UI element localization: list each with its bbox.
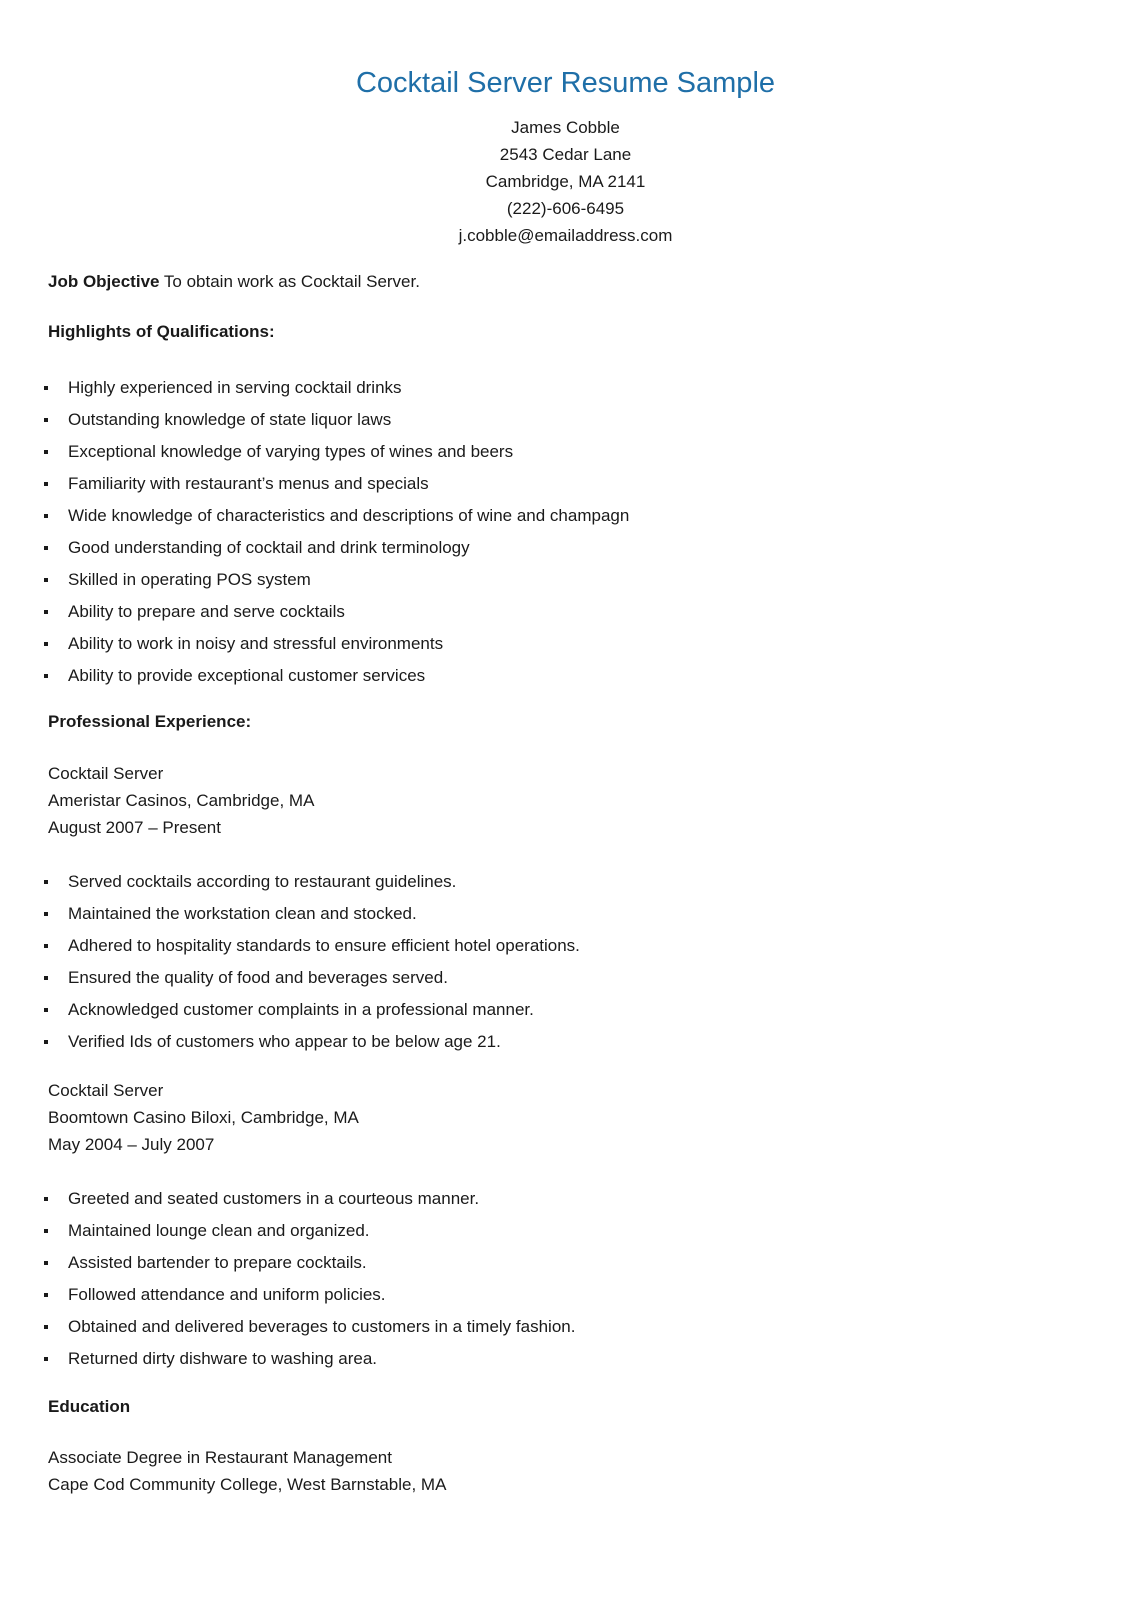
contact-block	[0, 114, 1131, 249]
job-title: Cocktail Server	[48, 764, 164, 783]
bullet-icon	[44, 1357, 48, 1361]
bullet-icon	[44, 450, 48, 454]
list-item	[48, 473, 629, 505]
job-dates: May 2004 – July 2007	[48, 1135, 215, 1154]
contact-email: j.cobble@emailaddress.com	[458, 226, 673, 245]
list-item	[48, 871, 580, 903]
job-objective-label: Job Objective	[48, 272, 160, 291]
education-block	[48, 1444, 446, 1498]
page-title: Cocktail Server Resume Sample	[355, 67, 776, 99]
highlight-text: Wide knowledge of characteristics and descriptions of wine and champagn	[68, 506, 630, 525]
bullet-icon	[44, 880, 48, 884]
bullet-icon	[44, 482, 48, 486]
job-objective	[48, 271, 420, 293]
contact-name: James Cobble	[511, 118, 620, 137]
highlight-text: Skilled in operating POS system	[68, 570, 311, 589]
job-dates: August 2007 – Present	[48, 818, 221, 837]
list-item	[48, 633, 629, 665]
duty-text: Greeted and seated customers in a courteous manner.	[68, 1189, 480, 1208]
duty-text: Ensured the quality of food and beverages served.	[68, 968, 448, 987]
list-item	[48, 665, 629, 697]
list-item	[48, 409, 629, 441]
experience-heading: Professional Experience:	[48, 712, 252, 731]
list-item	[48, 1252, 575, 1284]
list-item	[48, 601, 629, 633]
bullet-icon	[44, 578, 48, 582]
bullet-icon	[44, 1197, 48, 1201]
bullet-icon	[44, 514, 48, 518]
contact-city: Cambridge, MA 2141	[485, 172, 646, 191]
job-2-header	[48, 1077, 359, 1158]
job-1-header	[48, 760, 314, 841]
bullet-icon	[44, 1008, 48, 1012]
duty-text: Assisted bartender to prepare cocktails.	[68, 1253, 367, 1272]
education-school: Cape Cod Community College, West Barnstable, MA	[48, 1475, 447, 1494]
duty-text: Returned dirty dishware to washing area.	[68, 1349, 377, 1368]
duty-text: Adhered to hospitality standards to ensure efficient hotel operations.	[68, 936, 580, 955]
duty-text: Verified Ids of customers who appear to be below age 21.	[68, 1032, 501, 1051]
bullet-icon	[44, 1040, 48, 1044]
list-item	[48, 1348, 575, 1380]
bullet-icon	[44, 912, 48, 916]
job-company: Ameristar Casinos, Cambridge, MA	[48, 791, 315, 810]
list-item	[48, 377, 629, 409]
bullet-icon	[44, 642, 48, 646]
bullet-icon	[44, 1293, 48, 1297]
bullet-icon	[44, 1325, 48, 1329]
job-company: Boomtown Casino Biloxi, Cambridge, MA	[48, 1108, 359, 1127]
highlight-text: Ability to work in noisy and stressful environments	[68, 634, 444, 653]
list-item	[48, 505, 629, 537]
bullet-icon	[44, 1229, 48, 1233]
list-item	[48, 1316, 575, 1348]
list-item	[48, 903, 580, 935]
duty-text: Maintained lounge clean and organized.	[68, 1221, 370, 1240]
highlight-text: Familiarity with restaurant’s menus and specials	[68, 474, 429, 493]
bullet-icon	[44, 674, 48, 678]
duty-text: Acknowledged customer complaints in a professional manner.	[68, 1000, 534, 1019]
highlight-text: Good understanding of cocktail and drink terminology	[68, 538, 470, 557]
highlights-heading: Highlights of Qualifications:	[48, 322, 275, 341]
list-item	[48, 1188, 575, 1220]
highlights-list	[48, 377, 629, 697]
education-degree: Associate Degree in Restaurant Management	[48, 1448, 392, 1467]
highlight-text: Highly experienced in serving cocktail drinks	[68, 378, 402, 397]
list-item	[48, 967, 580, 999]
highlight-text: Exceptional knowledge of varying types of wines and beers	[68, 442, 514, 461]
bullet-icon	[44, 546, 48, 550]
bullet-icon	[44, 418, 48, 422]
list-item	[48, 537, 629, 569]
duty-text: Maintained the workstation clean and stocked.	[68, 904, 417, 923]
job-1-duties	[48, 871, 580, 1063]
list-item	[48, 1220, 575, 1252]
highlight-text: Outstanding knowledge of state liquor laws	[68, 410, 392, 429]
bullet-icon	[44, 386, 48, 390]
duty-text: Followed attendance and uniform policies.	[68, 1285, 386, 1304]
bullet-icon	[44, 610, 48, 614]
bullet-icon	[44, 976, 48, 980]
list-item	[48, 569, 629, 601]
highlight-text: Ability to prepare and serve cocktails	[68, 602, 345, 621]
education-heading: Education	[48, 1397, 131, 1416]
job-title: Cocktail Server	[48, 1081, 164, 1100]
job-objective-text: To obtain work as Cocktail Server.	[159, 272, 420, 291]
list-item	[48, 1031, 580, 1063]
job-2-duties	[48, 1188, 575, 1380]
highlight-text: Ability to provide exceptional customer services	[68, 666, 426, 685]
bullet-icon	[44, 944, 48, 948]
contact-phone: (222)-606-6495	[506, 199, 625, 218]
list-item	[48, 441, 629, 473]
duty-text: Served cocktails according to restaurant guidelines.	[68, 872, 457, 891]
list-item	[48, 1284, 575, 1316]
contact-street: 2543 Cedar Lane	[499, 145, 632, 164]
duty-text: Obtained and delivered beverages to customers in a timely fashion.	[68, 1317, 576, 1336]
list-item	[48, 999, 580, 1031]
list-item	[48, 935, 580, 967]
bullet-icon	[44, 1261, 48, 1265]
